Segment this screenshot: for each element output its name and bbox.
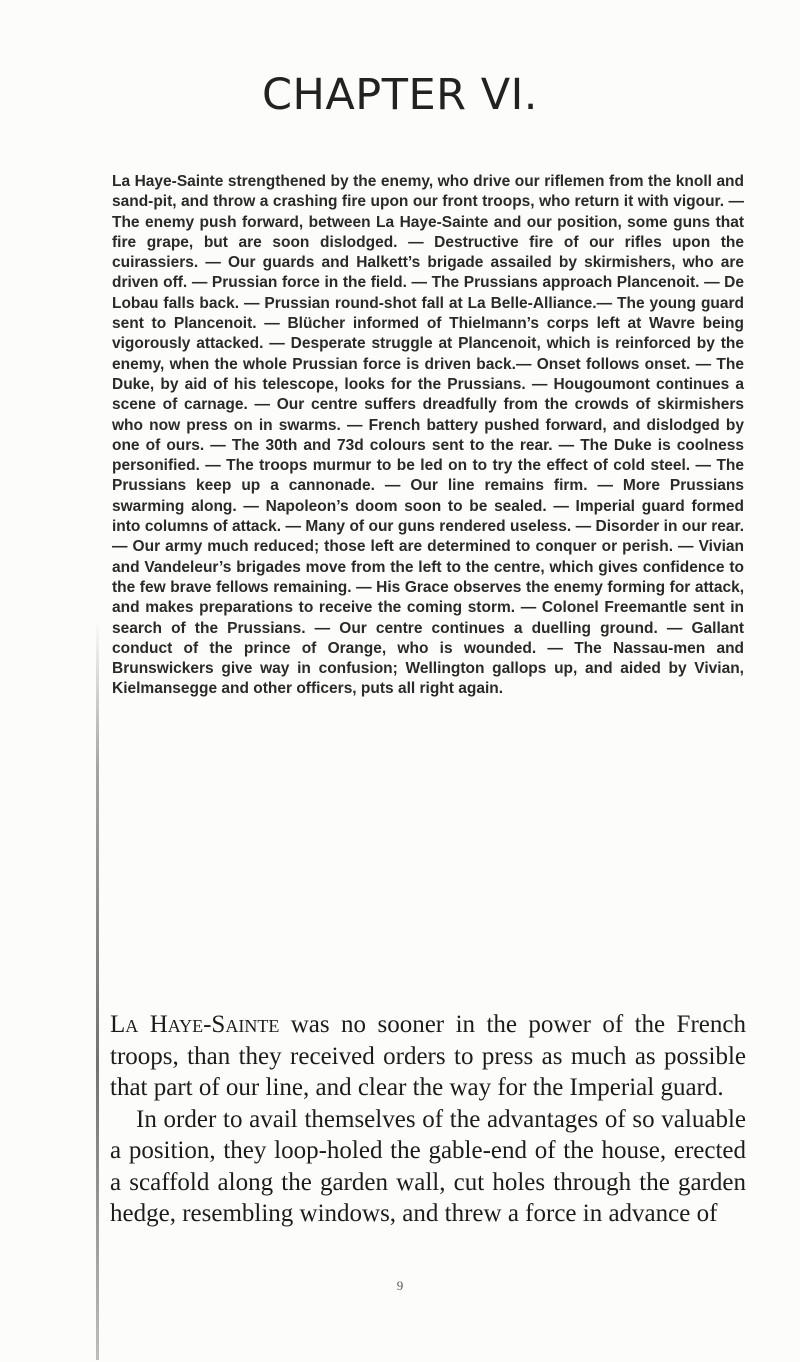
body-paragraph-2: In order to avail themselves of the advantages of so valuable a position, they loop-holed the gable-end of the house, erected a scaffold along the garden wall, cut holes through the garden hedge, resembling windows, and threw a force in advance of — [110, 1105, 746, 1227]
body-paragraph-1 — [110, 1009, 746, 1104]
paragraph-1-rest: was no sooner in the power of the French troops, than they received orders to press as much as possible that part of our line, and clear the way for the Imperial guard. — [110, 1011, 746, 1101]
chapter-title: CHAPTER VI. — [262, 70, 538, 120]
lead-smallcaps: La Haye-Sainte — [110, 1011, 280, 1038]
body-text — [110, 1009, 746, 1230]
chapter-summary: La Haye-Sainte strengthened by the enemy, who drive our riflemen from the knoll and sand-pit, and throw a crashing fire upon our front troops, who return it with vigour. — The enemy push forward, between La Haye-Sainte and our position, some guns that fire grape, but are soon dislodged. — Destructive fire of our rifles upon the cuirassiers. — Our guards and Halkett’s brigade assailed by skirmishers, who are driven off. — Prussian force in the field. — The Prussians approach Plancenoit. — De Lobau falls back. — Prussian round-shot fall at La Belle-Alliance.— The young guard sent to Plancenoit. — Blücher informed of Thielmann’s corps left at Wavre being vigorously attacked. — Desperate struggle at Plancenoit, which is reinforced by the enemy, when the whole Prussian force is driven back.— Onset follows onset. — The Duke, by aid of his telescope, looks for the Prussians. — Hougoumont continues a scene of carnage. — Our centre suffers dreadfully from the crowds of skirmishers who now press on in swarms. — French battery pushed forward, and dislodged by one of ours. — The 30th and 73d colours sent to the rear. — The Duke is coolness personified. — The troops murmur to be led on to try the effect of cold steel. — The Prussians keep up a cannonade. — Our line remains firm. — More Prussians swarming along. — Napoleon’s doom soon to be sealed. — Imperial guard formed into columns of attack. — Many of our guns rendered useless. — Disorder in our rear. — Our army much reduced; those left are determined to conquer or perish. — Vivian and Vandeleur’s brigades move from the left to the centre, which gives confidence to the few brave fellows remaining. — His Grace observes the enemy forming for attack, and makes preparations to receive the coming storm. — Colonel Freemantle sent in search of the Prussians. — Our centre continues a duelling ground. — Gallant conduct of the prince of Orange, who is wounded. — The Nassau-men and Brunswickers give way in confusion; Wellington gallops up, and aided by Vivian, Kielmansegge and other officers, puts all right again. — [112, 173, 744, 698]
signature-mark: 9 — [396, 1278, 404, 1293]
page-edge-shadow — [96, 620, 99, 1360]
